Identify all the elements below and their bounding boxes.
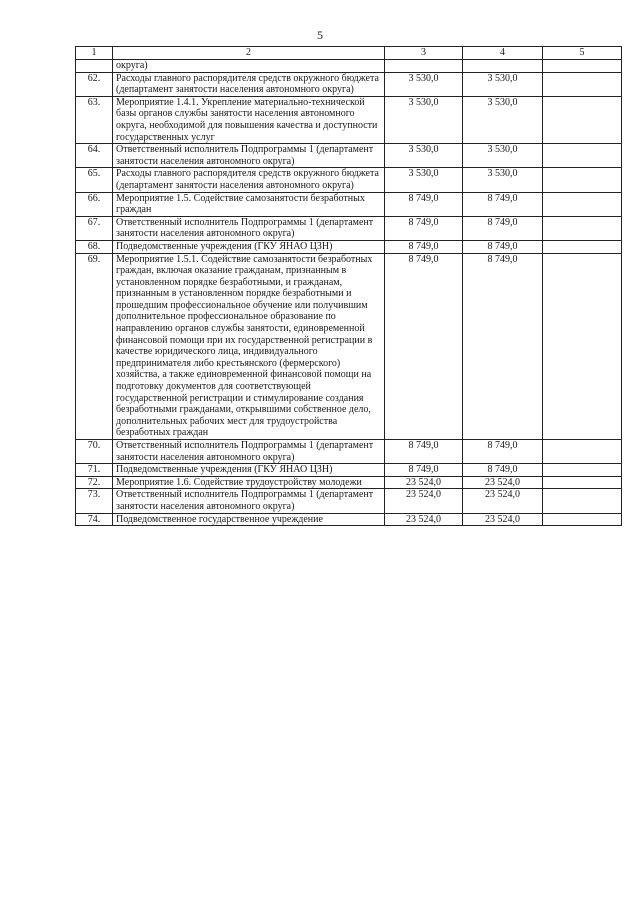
row-amount-col3: 8 749,0	[385, 440, 463, 464]
row-number	[76, 60, 113, 73]
row-description: Мероприятие 1.5.1. Содействие самозанятости безработных граждан, включая оказание гражданам, признанным в установленном порядке безработными, и гражданам, признанным в установленном порядке безработными и прошедшим профессиональное обучение или получившим дополнительное профессиональное образование по направлению органов службы занятости, единовременной финансовой помощи при их государственной регистрации в качестве юридического лица, индивидуального предпринимателя либо крестьянского (фермерского) хозяйства, а также единовременной финансовой помощи на подготовку документов для соответствующей государственной регистрации и стимулирование создания безработными гражданами, открывшими собственное дело, дополнительных рабочих мест для трудоустройства безработных граждан	[113, 253, 385, 440]
row-amount-col5	[543, 216, 622, 240]
row-amount-col4	[463, 60, 543, 73]
row-number: 68.	[76, 240, 113, 253]
row-amount-col3: 3 530,0	[385, 144, 463, 168]
column-header: 1	[76, 47, 113, 60]
continuation-row	[76, 60, 622, 73]
row-amount-col4: 3 530,0	[463, 96, 543, 143]
header-row	[76, 47, 622, 60]
table-row	[76, 144, 622, 168]
row-amount-col5	[543, 96, 622, 143]
row-amount-col5	[543, 513, 622, 526]
row-description: Подведомственные учреждения (ГКУ ЯНАО ЦЗН)	[113, 240, 385, 253]
table-row	[76, 464, 622, 477]
table-row	[76, 168, 622, 192]
row-amount-col4: 8 749,0	[463, 440, 543, 464]
row-amount-col3: 3 530,0	[385, 72, 463, 96]
row-amount-col4: 8 749,0	[463, 240, 543, 253]
row-amount-col5	[543, 192, 622, 216]
row-amount-col5	[543, 464, 622, 477]
table-row	[76, 253, 622, 440]
row-number: 67.	[76, 216, 113, 240]
row-description: Подведомственные учреждения (ГКУ ЯНАО ЦЗН)	[113, 464, 385, 477]
row-amount-col4: 8 749,0	[463, 192, 543, 216]
row-amount-col3: 3 530,0	[385, 96, 463, 143]
row-number: 69.	[76, 253, 113, 440]
row-amount-col4: 23 524,0	[463, 476, 543, 489]
row-amount-col4: 8 749,0	[463, 464, 543, 477]
row-amount-col4: 8 749,0	[463, 216, 543, 240]
row-amount-col3: 23 524,0	[385, 476, 463, 489]
row-description: округа)	[113, 60, 385, 73]
row-amount-col5	[543, 476, 622, 489]
column-header: 3	[385, 47, 463, 60]
row-description: Ответственный исполнитель Подпрограммы 1 (департамент занятости населения автономного округа)	[113, 489, 385, 513]
row-amount-col4: 3 530,0	[463, 144, 543, 168]
row-amount-col5	[543, 253, 622, 440]
row-amount-col3: 8 749,0	[385, 192, 463, 216]
table-row	[76, 489, 622, 513]
row-description: Расходы главного распорядителя средств окружного бюджета (департамент занятости населения автономного округа)	[113, 72, 385, 96]
budget-table	[75, 46, 622, 526]
table-row	[76, 72, 622, 96]
row-description: Мероприятие 1.6. Содействие трудоустройству молодежи	[113, 476, 385, 489]
row-amount-col4: 3 530,0	[463, 72, 543, 96]
row-amount-col5	[543, 489, 622, 513]
row-description: Ответственный исполнитель Подпрограммы 1 (департамент занятости населения автономного округа)	[113, 216, 385, 240]
row-amount-col5	[543, 240, 622, 253]
row-amount-col4: 8 749,0	[463, 253, 543, 440]
row-amount-col3: 8 749,0	[385, 240, 463, 253]
row-description: Мероприятие 1.5. Содействие самозанятости безработных граждан	[113, 192, 385, 216]
row-number: 62.	[76, 72, 113, 96]
row-number: 71.	[76, 464, 113, 477]
column-header: 5	[543, 47, 622, 60]
page-number: 5	[317, 28, 323, 42]
row-amount-col3: 3 530,0	[385, 168, 463, 192]
row-number: 73.	[76, 489, 113, 513]
row-amount-col5	[543, 168, 622, 192]
column-header: 4	[463, 47, 543, 60]
row-amount-col3: 8 749,0	[385, 216, 463, 240]
row-number: 65.	[76, 168, 113, 192]
row-amount-col3: 8 749,0	[385, 464, 463, 477]
table-row	[76, 513, 622, 526]
row-description: Расходы главного распорядителя средств окружного бюджета (департамент занятости населения автономного округа)	[113, 168, 385, 192]
row-amount-col5	[543, 144, 622, 168]
row-amount-col5	[543, 60, 622, 73]
row-number: 66.	[76, 192, 113, 216]
row-amount-col4: 3 530,0	[463, 168, 543, 192]
row-description: Подведомственное государственное учреждение	[113, 513, 385, 526]
row-number: 63.	[76, 96, 113, 143]
row-number: 74.	[76, 513, 113, 526]
row-description: Ответственный исполнитель Подпрограммы 1 (департамент занятости населения автономного округа)	[113, 440, 385, 464]
row-amount-col3: 23 524,0	[385, 513, 463, 526]
table-row	[76, 96, 622, 143]
row-number: 70.	[76, 440, 113, 464]
table-row	[76, 440, 622, 464]
row-amount-col3	[385, 60, 463, 73]
table-row	[76, 192, 622, 216]
table-row	[76, 216, 622, 240]
row-number: 64.	[76, 144, 113, 168]
row-amount-col5	[543, 440, 622, 464]
row-number: 72.	[76, 476, 113, 489]
row-amount-col3: 23 524,0	[385, 489, 463, 513]
row-description: Ответственный исполнитель Подпрограммы 1 (департамент занятости населения автономного округа)	[113, 144, 385, 168]
row-amount-col3: 8 749,0	[385, 253, 463, 440]
row-amount-col4: 23 524,0	[463, 489, 543, 513]
row-description: Мероприятие 1.4.1. Укрепление материально-технической базы органов службы занятости населения автономного округа, необходимой для повышения качества и доступности государственных услуг	[113, 96, 385, 143]
table-body	[76, 60, 622, 526]
column-header: 2	[113, 47, 385, 60]
table-row	[76, 476, 622, 489]
row-amount-col4: 23 524,0	[463, 513, 543, 526]
row-amount-col5	[543, 72, 622, 96]
table-row	[76, 240, 622, 253]
